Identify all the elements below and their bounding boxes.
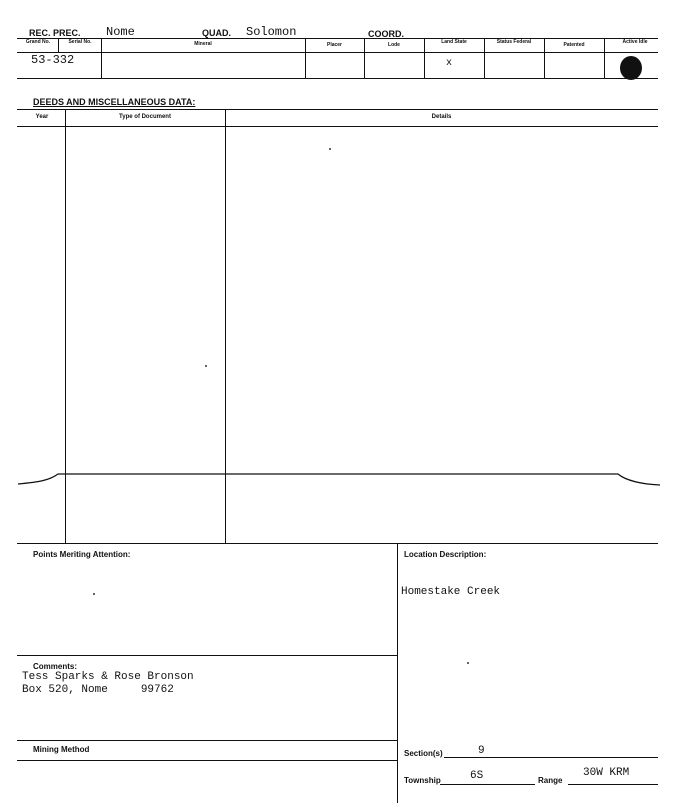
- range-underline: [568, 784, 658, 785]
- quad-value: Solomon: [246, 25, 297, 39]
- township-underline: [440, 784, 535, 785]
- speck: [329, 148, 331, 150]
- speck: [467, 662, 469, 664]
- deeds-header-rule: [17, 126, 658, 127]
- speck: [93, 593, 95, 595]
- deeds-top-rule: [17, 109, 658, 110]
- header-top-rule: [17, 38, 658, 39]
- col-land-state: Land State: [441, 39, 467, 45]
- col-details: Details: [431, 114, 452, 120]
- lower-top-rule: [17, 543, 658, 544]
- header-sub-rule: [17, 52, 658, 53]
- section-value: 9: [478, 745, 485, 757]
- location-label: Location Description:: [404, 550, 487, 559]
- comments-top-rule: [17, 655, 397, 656]
- comments-line-1: Tess Sparks & Rose Bronson: [22, 671, 194, 683]
- grid-divider: [484, 38, 485, 78]
- col-mineral: Mineral: [194, 41, 212, 47]
- col-year: Year: [35, 114, 49, 120]
- coord-label: COORD.: [368, 29, 404, 39]
- col-status-federal: Status Federal: [496, 39, 532, 45]
- col-serial-no: Serial No.: [68, 39, 92, 45]
- col-grand-no: Grand No.: [25, 39, 51, 45]
- location-value: Homestake Creek: [401, 586, 501, 598]
- lower-divider: [397, 543, 398, 803]
- section-label: Section(s): [404, 749, 443, 758]
- mining-method-label: Mining Method: [33, 745, 90, 754]
- col-type-of-document: Type of Document: [119, 114, 171, 120]
- deeds-title: DEEDS AND MISCELLANEOUS DATA:: [33, 97, 196, 107]
- grid-divider: [424, 38, 425, 78]
- points-label: Points Meriting Attention:: [33, 550, 131, 559]
- rec-prec-value: Nome: [106, 25, 135, 39]
- col-patented: Patented: [563, 42, 585, 48]
- land-state-value: x: [446, 58, 453, 69]
- section-underline: [444, 757, 658, 758]
- township-label: Township: [404, 776, 441, 785]
- rec-prec-label: REC. PREC.: [29, 28, 81, 38]
- col-placer: Placer: [326, 42, 342, 48]
- col-active-idle: Active Idle: [622, 39, 648, 45]
- quad-label: QUAD.: [202, 28, 231, 38]
- page-fold-line: [0, 462, 678, 496]
- township-value: 6S: [470, 770, 484, 782]
- range-value: 30W KRM: [583, 767, 630, 779]
- header-bottom-rule: [17, 78, 658, 79]
- mining-bottom-rule: [17, 760, 397, 761]
- grid-divider: [58, 38, 59, 52]
- col-lode: Lode: [388, 42, 400, 48]
- comments-line-2: Box 520, Nome 99762: [22, 684, 174, 696]
- range-label: Range: [538, 776, 563, 785]
- mining-top-rule: [17, 740, 397, 741]
- grid-divider: [604, 38, 605, 78]
- grand-no-value: 53-332: [31, 53, 75, 67]
- active-status-dot: [620, 56, 642, 80]
- comments-label: Comments:: [33, 662, 78, 671]
- speck: [205, 365, 207, 367]
